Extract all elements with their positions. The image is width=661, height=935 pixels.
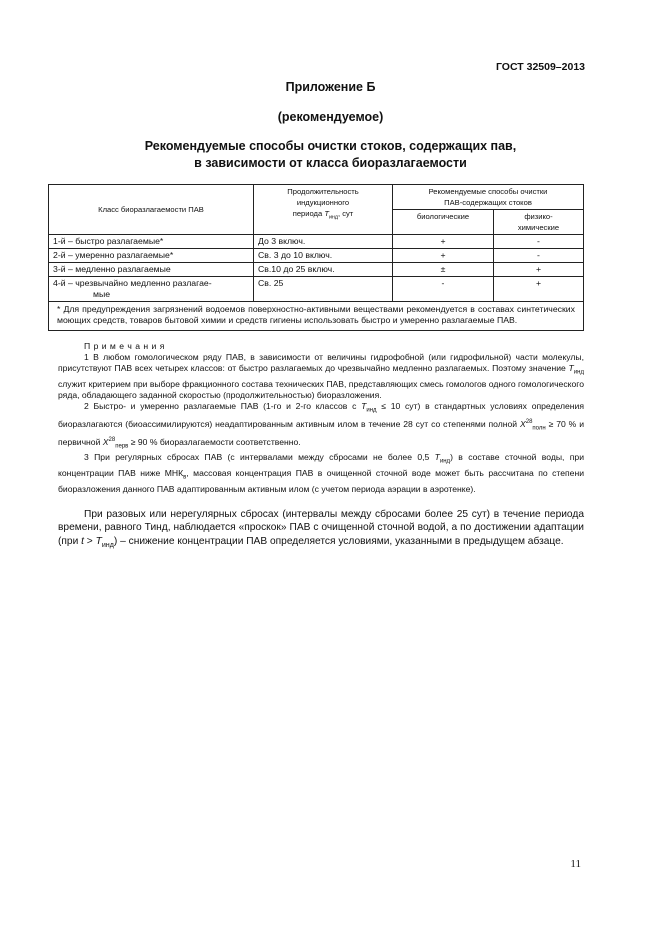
main-paragraph: При разовых или нерегулярных сбросах (интервалы между сбросами более 25 сут) в течение периода времени, равного Тинд, наблюдается «проскок» ПАВ с очищенной сточной водой, а по достижении адаптации (при $t > T_{инд}$) – снижение концентрации ПАВ определяется условиями, указанными в предыдущем абзаце. — [58, 509, 584, 549]
table-footnote: * Для предупреждения загрязнений водоемов поверхностно-активными веществами рекомендуется в составах синтетических моющих средств, товаров бытовой химии и средств гигиены использовать быстро и умеренно разлагаемые ПАВ. — [49, 302, 584, 331]
standard-code: ГОСТ 32509–2013 — [495, 61, 585, 73]
appendix-title: Приложение Б — [285, 80, 376, 94]
notes-heading: П р и м е ч а н и я — [84, 341, 165, 351]
table-footnote-row — [49, 302, 584, 331]
table-row: 1-й – быстро разлагаемые* До 3 включ. + - — [49, 235, 584, 249]
table-row: 2-й – умеренно разлагаемые* Св. 3 до 10 включ. + - — [49, 249, 584, 263]
note-3: 3 При регулярных сбросах ПАВ (с интервалами между сбросами не более 0,5 $T_{инд}$) в составе сточной воды, при концентрации ПАВ ниже $МНК_в$, массовая концентрация ПАВ в очищенной сточной воде может быть рассчитана по степени биоразложения данного ПАВ адаптированным активным илом (с учетом периода аэрации в аэротенке). — [58, 452, 585, 494]
page-number: 11 — [570, 858, 581, 870]
treatment-table — [48, 184, 584, 331]
notes-block — [58, 341, 584, 495]
header-methods: Рекомендуемые способы очистки ПАВ-содержащих стоков — [393, 185, 584, 210]
table-row: 3-й – медленно разлагаемые Св.10 до 25 включ. ± + — [49, 263, 584, 277]
table-row: 4-й – чрезвычайно медленно разлагае- мые Св. 25 - + — [49, 277, 584, 302]
appendix-status: (рекомендуемое) — [277, 110, 384, 124]
note-1: 1 В любом гомологическом ряду ПАВ, в зависимости от величины гидрофобной (или гидрофильной) части молекулы, присутствуют ПАВ всех четырех классов: от быстро разлагаемых до чрезвычайно медленно разлагаемых. Поэтому значение $T_{инд}$ служит критерием при выборе фракционного состава технических ПАВ, представляющих смесь гомологов одного гомологического ряда, обладающего заданной скоростью (продолжительностью) биоразложения. — [58, 352, 584, 401]
header-phys: физико- химические — [494, 210, 584, 235]
appendix-heading-line1: Рекомендуемые способы очистки стоков, содержащих пав, — [144, 139, 517, 153]
appendix-heading-line2: в зависимости от класса биоразлагаемости — [194, 156, 467, 170]
header-period: Продолжительность индукционного периода $T_{инд}$, сут — [254, 185, 393, 235]
note-2: 2 Быстро- и умеренно разлагаемые ПАВ (1-го и 2-го классов с $T_{инд} \le 10$ сут) в стандартных условиях определения биоразлагаются (биоассимилируются) неадаптированным активным илом в течение 28 сут со степенями полной $X^{28}_{полн} \ge 70$ % и первичной $X^{28}_{перв} \ge 90$ % биоразлагаемости соответственно. — [58, 401, 584, 450]
header-bio: биологические — [393, 210, 494, 235]
header-class: Класс биоразлагаемости ПАВ — [49, 185, 254, 235]
